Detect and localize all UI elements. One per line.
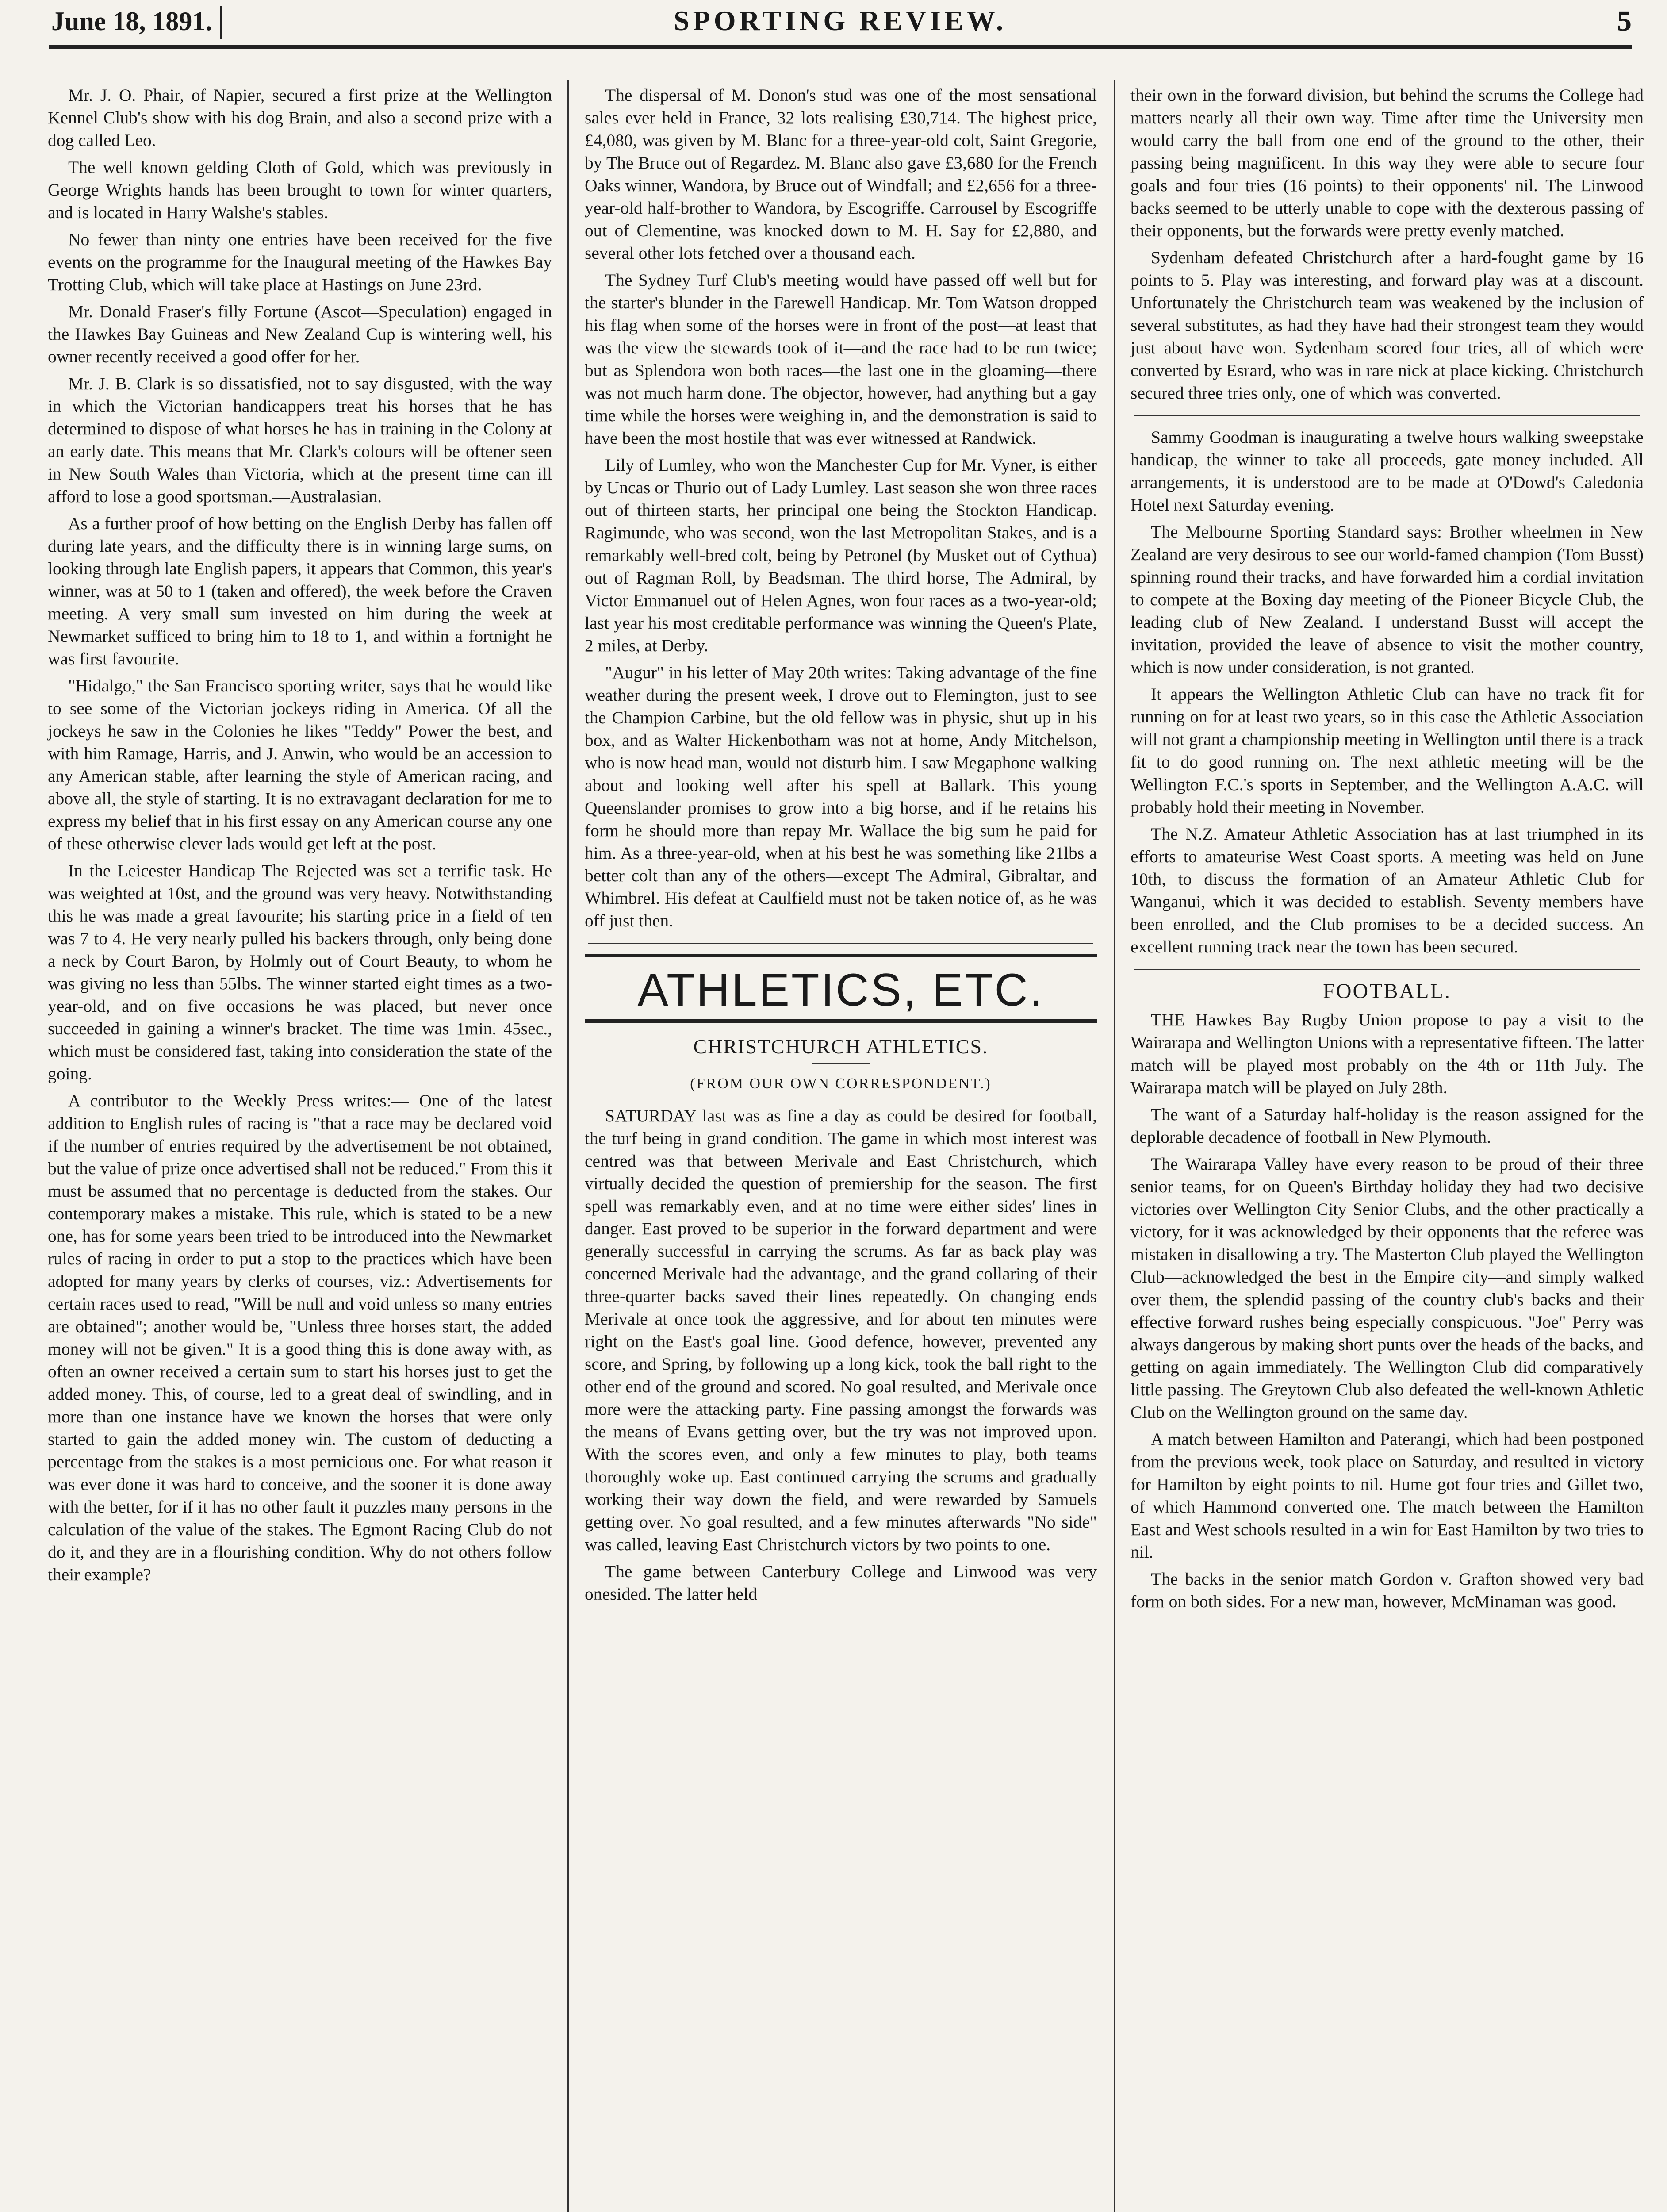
article-paragraph: The game between Canterbury College and Linwood was very onesided. The latter held	[585, 1562, 1097, 1604]
article-paragraph: "Hidalgo," the San Francisco sporting writer, says that he would like to see some of the Victorian jockeys riding in America. Of all the jockeys he saw in the Colonies he likes "Teddy" Power the best, and with him Ramage, Harris, and J. Anwin, who would be an accession to any American stable, after learning the style of American racing, and above all, the style of starting. It is no extravagant declaration for me to express my belief that in his first essay on any American course any one of these otherwise clever lads would get left at the post.	[48, 676, 552, 853]
article-paragraph: Mr. Donald Fraser's filly Fortune (Ascot—Speculation) engaged in the Hawkes Bay Guineas and New Zealand Cup is wintering well, his owner recently received a good offer for her.	[48, 302, 552, 366]
column-3	[1130, 84, 1644, 2212]
page-number: 5	[1617, 5, 1632, 37]
article-paragraph: Lily of Lumley, who won the Manchester Cup for Mr. Vyner, is either by Uncas or Thurio out of Lady Lumley. Last season she won three races out of thirteen starts, her principal one being the Stockton Handicap. Ragimunde, who was second, won the last Metropolitan Stakes, and is a remarkably well-bred colt, being by Petronel (by Musket out of Cythua) out of Ragman Roll, by Beadsman. The third horse, The Admiral, by Victor Emmanuel out of Helen Agnes, won four races as a two-year-old; last year his most creditable performance was winning the Queen's Plate, 2 miles, at Derby.	[585, 455, 1097, 655]
article-paragraph: SATURDAY last was as fine a day as could be desired for football, the turf being in grand condition. The game in which most interest was centred was that between Merivale and East Christchurch, which virtually decided the question of premiership for the season. The first spell was remarkably even, and at no time were either sides' lines in danger. East proved to be superior in the forward department and were generally successful in carrying the scrums. As far as back play was concerned Merivale had the advantage, and the grand collaring of their three-quarter backs saved their lines repeatedly. On changing ends Merivale at once took the aggressive, and for about ten minutes were right on the East's goal line. Good defence, however, prevented any score, and Spring, by following up a long kick, took the ball right to the other end of the ground and scored. No goal resulted, and Merivale once more were the attacking party. Fine passing amongst the forwards was the means of Evans getting over, but the try was not improved upon. With the scores even, and only a few minutes to play, both teams thoroughly woke up. East continued carrying the scrums and gradually working their way down the field, and were rewarded by Samuels getting over. No goal resulted, and a few minutes afterwards "No side" was called, leaving East Christchurch victors by two points to one.	[585, 1106, 1097, 1554]
article-paragraph: As a further proof of how betting on the English Derby has fallen off during late years, and the difficulty there is in winning large sums, on looking through late English papers, it appears that Common, this year's winner, was at 50 to 1 (taken and offered), the week before the Craven meeting. A very small sum invested on him during the week at Newmarket sufficed to bring him to 18 to 1, and within a fortnight he was first favourite.	[48, 514, 552, 668]
article-paragraph: Mr. J. O. Phair, of Napier, secured a first prize at the Wellington Kennel Club's show with his dog Brain, and also a second prize with a dog called Leo.	[48, 85, 552, 150]
article-paragraph: The Melbourne Sporting Standard says: Brother wheelmen in New Zealand are very desirous to see our world-famed champion (Tom Busst) spinning round their tracks, and have forwarded him a cordial invitation to compete at the Boxing day meeting of the Pioneer Bicycle Club, the leading club of New Zealand. I understand Busst will accept the invitation, provided the leave of absence to visit the mother country, which is now under consideration, is not granted.	[1130, 522, 1644, 677]
article-paragraph: A contributor to the Weekly Press writes:— One of the latest addition to English rules of racing is "that a race may be declared void if the number of entries required by the advertisement be not obtained, but the value of prize once advertised shall not be reduced." From this it must be assumed that no percentage is deducted from the stakes. Our contemporary makes a mistake. This rule, which is stated to be a new one, has for some years been tried to be introduced into the Newmarket rules of racing in order to put a stop to the practices which have been adopted for many years by clerks of courses, viz.: Advertisements for certain races used to read, "Will be null and void unless so many entries are obtained"; another would be, "Unless three horses start, the added money will not be given." It is a good thing this is done away with, as often an owner received a certain sum to start his horses just to get the added money. This, of course, led to a great deal of swindling, and in more than one instance have we known the horses that were only started to gain the added money win. The custom of deducting a percentage from the stakes is a most pernicious one. For what reason it was ever done it was hard to conceive, and the sooner it is done away with the better, for if it has no other fault it puzzles many persons in the calculation of the value of the stakes. The Egmont Racing Club do not do it, and they are in a flourishing condition. Why do not others follow their example?	[48, 1091, 552, 1584]
article-paragraph: The want of a Saturday half-holiday is the reason assigned for the deplorable decadence of football in New Plymouth.	[1130, 1105, 1644, 1147]
article-paragraph: In the Leicester Handicap The Rejected was set a terrific task. He was weighted at 10st, and the ground was very heavy. Notwithstanding this he was made a great favourite; his starting price in a field of ten was 7 to 4. He very nearly pulled his backers through, only being done a neck by Court Baron, by Holmly out of Court Beauty, to whom he was giving no less than 55lbs. The winner started eight times as a two-year-old, and on five occasions he was placed, but never once succeeded in gaining a winner's bracket. The time was 1min. 45sec., which must be considered fast, taking into consideration the state of the going.	[48, 861, 552, 1083]
article-paragraph: Mr. J. B. Clark is so dissatisfied, not to say disgusted, with the way in which the Victorian handicappers treat his horses that he has determined to dispose of what horses he has in training in the Colony at an early date. This means that Mr. Clark's colours will be oftener seen in New South Wales than Victoria, which at the present time can ill afford to lose a good sportsman.—Australasian.	[48, 374, 552, 506]
article-paragraph: The Wairarapa Valley have every reason to be proud of their three senior teams, for on Queen's Birthday holiday they had two decisive victories over Wellington City Senior Clubs, and the other practically a victory, for it was acknowledged by their opponents that the referee was mistaken in disallowing a try. The Masterton Club played the Wellington Club—acknowledged the best in the Empire city—and simply walked over them, the splendid passing of the country club's backs and their effective forward rushes being especially conspicuous. "Joe" Perry was always dangerous by making short punts over the heads of the backs, and getting on again immediately. The Wellington Club did comparatively little passing. The Greytown Club also defeated the well-known Athletic Club on the Wellington ground on the same day.	[1130, 1154, 1644, 1422]
issue-date: June 18, 1891.	[49, 6, 222, 39]
publication-title: SPORTING REVIEW.	[674, 5, 1007, 36]
article-paragraph: THE Hawkes Bay Rugby Union propose to pay a visit to the Wairarapa and Wellington Unions with a representative fifteen. The latter match will be played most probably on the 4th or 11th July. The Wairarapa match will be played on July 28th.	[1130, 1010, 1644, 1097]
column-rule	[1114, 80, 1115, 2212]
section-divider	[1134, 415, 1640, 416]
article-paragraph: The N.Z. Amateur Athletic Association has at last triumphed in its efforts to amateurise West Coast sports. A meeting was held on June 10th, to discuss the formation of an Amateur Athletic Club for Wanganui, which it was decided to establish. Seventy members have been enrolled, and the Club promises to be a decided success. An excellent running track near the town has been secured.	[1130, 824, 1644, 956]
article-paragraph: A match between Hamilton and Paterangi, which had been postponed from the previous week, took place on Saturday, and resulted in victory for Hamilton by eight points to nil. Hume got four tries and Gillet two, of which Hammond converted one. The match between the Hamilton East and West schools resulted in a win for East Hamilton by two tries to nil.	[1130, 1429, 1644, 1562]
column-rule	[567, 80, 569, 2212]
athletics-byline: (FROM OUR OWN CORRESPONDENT.)	[690, 1075, 992, 1092]
article-paragraph: "Augur" in his letter of May 20th writes: Taking advantage of the fine weather during the present week, I drove out to Flemington, just to see the Champion Carbine, but the old fellow was in physic, shut up in his box, and as Walter Hickenbotham was not at home, Andy Mitchelson, who is now head man, would not disturb him. I saw Megaphone walking about and looking well after his spell at Ballark. This young Queenslander promises to grow into a big horse, and if he retains his form he should more than repay Mr. Wallace the big sum he paid for him. As a three-year-old, when at his best he was something like 21lbs a better colt than any of the others—except The Admiral, Gibraltar, and Whimbrel. His defeat at Caulfield must not be taken notice of, as he was off just then.	[585, 663, 1097, 930]
article-paragraph: It appears the Wellington Athletic Club can have no track fit for running on for at least two years, so in this case the Athletic Association will not grant a championship meeting in Wellington until there is a track fit to do good running on. The next athletic meeting will be the Wellington F.C.'s sports in September, and the Wellington A.A.C. will probably hold their meeting in November.	[1130, 684, 1644, 817]
column-2	[585, 84, 1097, 2212]
athletics-subheading: CHRISTCHURCH ATHLETICS.	[693, 1035, 989, 1058]
section-divider	[1134, 969, 1640, 970]
masthead	[49, 4, 1632, 49]
short-rule	[812, 1063, 870, 1064]
section-divider	[588, 943, 1093, 944]
athletics-banner: ATHLETICS, ETC.	[585, 954, 1097, 1023]
football-heading: FOOTBALL.	[1323, 979, 1451, 1003]
article-paragraph: Sammy Goodman is inaugurating a twelve hours walking sweepstake handicap, the winner to take all proceeds, gate money included. All arrangements, it is understood are to be made at O'Dowd's Caledonia Hotel next Saturday evening.	[1130, 427, 1644, 515]
article-paragraph: No fewer than ninty one entries have been received for the five events on the programme for the Inaugural meeting of the Hawkes Bay Trotting Club, which will take place at Hastings on June 23rd.	[48, 230, 552, 294]
article-paragraph: The Sydney Turf Club's meeting would have passed off well but for the starter's blunder in the Farewell Handicap. Mr. Tom Watson dropped his flag when some of the horses were in front of the post—at least that was the view the stewards took of it—and the race had to be run twice; but as Splendora won both races—the last one in the gloaming—there was not much harm done. The objector, however, had anything but a gay time while the horses were weighing in, and the demonstration is said to have been the most hostile that was ever witnessed at Randwick.	[585, 270, 1097, 448]
article-paragraph: The backs in the senior match Gordon v. Grafton showed very bad form on both sides. For a new man, however, McMinaman was good.	[1130, 1569, 1644, 1611]
article-paragraph: their own in the forward division, but behind the scrums the College had matters nearly all their own way. Time after time the University men would carry the ball from one end of the ground to the other, their passing being magnificent. In this way they were able to secure four goals and four tries (16 points) to their opponents' nil. The Linwood backs seemed to be utterly unable to cope with the dexterous passing of their opponents, but the forwards were pretty evenly matched.	[1130, 85, 1644, 240]
article-paragraph: The well known gelding Cloth of Gold, which was previously in George Wrights hands has been brought to town for winter quarters, and is located in Harry Walshe's stables.	[48, 157, 552, 222]
article-paragraph: Sydenham defeated Christchurch after a hard-fought game by 16 points to 5. Play was interesting, and forward play was at a discount. Unfortunately the Christchurch team was weakened by the inclusion of several substitutes, as had they have had their strongest team they would just about have won. Sydenham scored four tries, all of which were converted by Esrard, who was in rare nick at place kicking. Christchurch secured three tries only, one of which was converted.	[1130, 248, 1644, 403]
article-paragraph: The dispersal of M. Donon's stud was one of the most sensational sales ever held in France, 32 lots realising £30,714. The highest price, £4,080, was given by M. Blanc for a three-year-old colt, Saint Gregorie, by The Bruce out of Regardez. M. Blanc also gave £3,680 for the French Oaks winner, Wandora, by Bruce out of Windfall; and £2,656 for a three-year-old half-brother to Wandora, by Escogriffe. Carrousel by Escogriffe out of Clementine, was knocked down to M. H. Say for £2,880, and several other lots fetched over a thousand each.	[585, 85, 1097, 263]
column-1	[48, 84, 552, 2212]
